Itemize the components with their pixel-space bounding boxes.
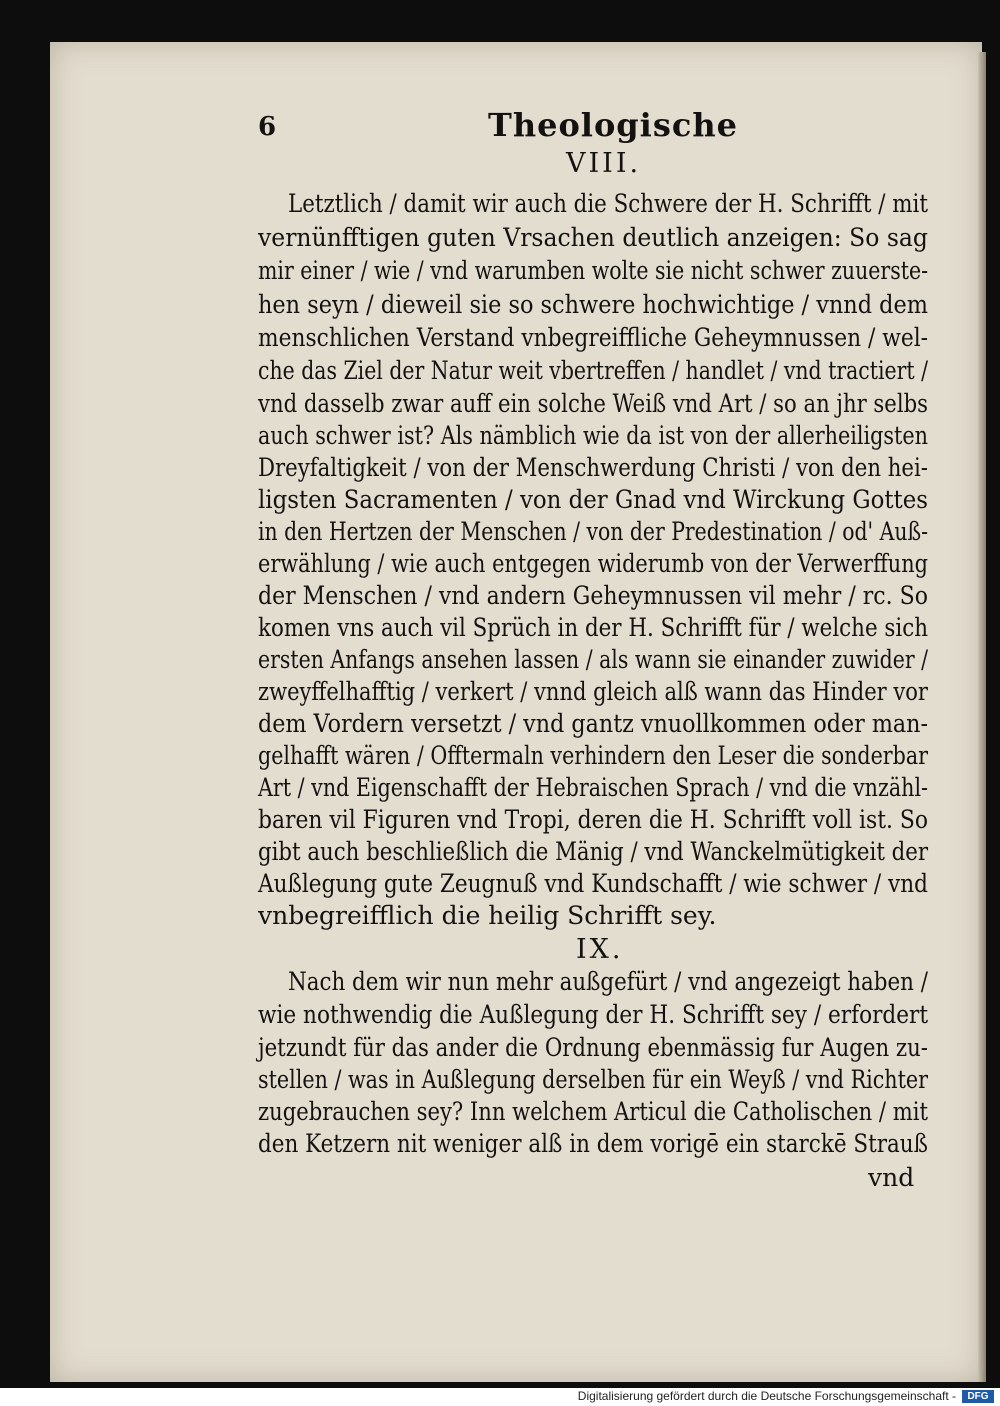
text-line: vernünfftigen guten Vrsachen deutlich anzeigen: So sag bbox=[258, 223, 928, 252]
text-line: wie nothwendig die Außlegung der H. Schrifft sey / erfordert bbox=[258, 1000, 929, 1029]
page-number: 6 bbox=[258, 112, 277, 142]
text-line: che das Ziel der Natur weit vbertreffen / handlet / vnd tractiert / bbox=[258, 356, 928, 385]
text-line: gelhafft wären / Offtermaln verhindern den Leser die sonderbar bbox=[258, 741, 928, 770]
running-head: Theologische bbox=[488, 106, 738, 144]
text-line: Dreyfaltigkeit / von der Menschwerdung Christi / von den hei- bbox=[258, 453, 928, 482]
digitization-footer bbox=[0, 1388, 1000, 1406]
page-edge bbox=[978, 52, 986, 1382]
text-line: erwählung / wie auch entgegen widerumb von der Verwerffung bbox=[258, 549, 928, 578]
text-line: vnbegreifflich die heilig Schrifft sey. bbox=[258, 901, 717, 930]
text-line: menschlichen Verstand vnbegreiffliche Geheymnussen / wel- bbox=[258, 323, 928, 352]
text-line: baren vil Figuren vnd Tropi, deren die H. Schrifft voll ist. So bbox=[258, 805, 928, 834]
text-line: mir einer / wie / vnd warumben wolte sie nicht schwer zuuerste- bbox=[258, 256, 929, 285]
text-line: dem Vordern versetzt / vnd gantz vnuollkommen oder man- bbox=[258, 709, 929, 738]
catchword: vnd bbox=[868, 1163, 915, 1192]
text-line: Art / vnd Eigenschafft der Hebraischen Sprach / vnd die vnzähl- bbox=[258, 773, 929, 802]
text-line: vnd dasselb zwar auff ein solche Weiß vnd Art / so an jhr selbs bbox=[258, 389, 928, 418]
text-line: hen seyn / dieweil sie so schwere hochwichtige / vnnd dem bbox=[258, 290, 929, 319]
text-line: gibt auch beschließlich die Mänig / vnd Wanckelmütigkeit der bbox=[258, 837, 929, 866]
text-line: ligsten Sacramenten / von der Gnad vnd Wirckung Gottes bbox=[258, 485, 929, 514]
text-line: zugebrauchen sey? Inn welchem Articul die Catholischen / mit bbox=[258, 1097, 928, 1126]
text-line: jetzundt für das ander die Ordnung ebenmässig fur Augen zu- bbox=[258, 1033, 928, 1062]
text-line: den Ketzern nit weniger alß in dem vorigē ein starckē Strauß bbox=[258, 1129, 928, 1158]
text-line: auch schwer ist? Als nämblich wie da ist von der allerheiligsten bbox=[258, 421, 929, 450]
text-line: in den Hertzen der Menschen / von der Predestination / od' Auß- bbox=[258, 517, 929, 546]
section-heading-viii: VIII. bbox=[566, 148, 642, 179]
dfg-logo: DFG bbox=[962, 1390, 994, 1403]
text-line: komen vns auch vil Sprüch in der H. Schrifft für / welche sich bbox=[258, 613, 928, 642]
section-heading-ix: IX. bbox=[576, 934, 624, 965]
text-line: stellen / was in Außlegung derselben für ein Weyß / vnd Richter bbox=[258, 1065, 929, 1094]
text-line: zweyffelhafftig / verkert / vnnd gleich alß wann das Hinder vor bbox=[258, 677, 928, 706]
text-line: Letztlich / damit wir auch die Schwere der H. Schrifft / mit bbox=[288, 189, 928, 218]
funding-credit: Digitalisierung gefördert durch die Deutsche Forschungsgemeinschaft - bbox=[577, 1389, 956, 1403]
text-line: Außlegung gute Zeugnuß vnd Kundschafft / wie schwer / vnd bbox=[258, 869, 928, 898]
text-line: der Menschen / vnd andern Geheymnussen vil mehr / rc. So bbox=[258, 581, 928, 610]
text-line: Nach dem wir nun mehr außgefürt / vnd angezeigt haben / bbox=[288, 967, 928, 996]
text-line: ersten Anfangs ansehen lassen / als wann sie einander zuwider / bbox=[258, 645, 929, 674]
